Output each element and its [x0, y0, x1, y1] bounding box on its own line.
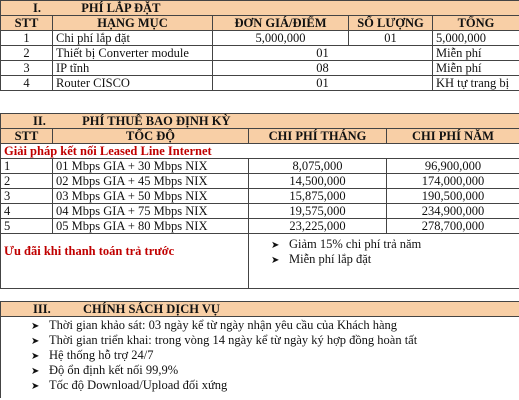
setup-stt: 3: [1, 61, 53, 76]
rental-header-year: CHI PHÍ NĂM: [387, 129, 519, 144]
policy-section-number: III.: [33, 302, 51, 316]
policy-section-title: CHÍNH SÁCH DỊCH VỤ: [82, 302, 220, 316]
table-row: [1, 204, 519, 219]
setup-stt: 1: [1, 31, 53, 46]
setup-section-title: PHÍ LẮP ĐẶT: [81, 1, 161, 15]
rental-stt: 4: [1, 204, 53, 219]
promo-item-text: Giảm 15% chi phí trả năm: [289, 237, 422, 251]
setup-header-total: TỔNG: [433, 16, 519, 31]
table-row: [1, 61, 519, 76]
table-row: [1, 219, 519, 234]
rental-stt: 3: [1, 189, 53, 204]
arrow-bullet-icon: ➤: [31, 336, 40, 347]
rental-fee-table: [0, 113, 519, 289]
setup-item: Router CISCO: [53, 76, 213, 91]
arrow-bullet-icon: ➤: [31, 351, 40, 362]
list-item: [31, 363, 519, 378]
rental-month: 23,225,000: [249, 219, 387, 234]
rental-month: 8,075,000: [249, 159, 387, 174]
arrow-bullet-icon: ➤: [271, 255, 280, 266]
setup-item: Chi phí lắp đặt: [53, 31, 213, 46]
rental-stt: 1: [1, 159, 53, 174]
setup-qty: 01: [349, 31, 433, 46]
arrow-bullet-icon: ➤: [31, 321, 40, 332]
setup-qty: 01: [213, 76, 433, 91]
rental-section-title: PHÍ THUÊ BAO ĐỊNH KỲ: [82, 114, 231, 128]
setup-qty: 08: [213, 61, 433, 76]
rental-year: 190,500,000: [387, 189, 519, 204]
rental-header-month: CHI PHÍ THÁNG: [249, 129, 387, 144]
promo-row: [1, 234, 519, 289]
setup-price: 5,000,000: [213, 31, 349, 46]
policy-section-header: [1, 302, 519, 317]
setup-total: Miễn phí: [433, 46, 519, 61]
promo-benefits: [249, 234, 519, 289]
setup-header-price: ĐƠN GIÁ/ĐIỂM: [213, 16, 349, 31]
setup-item: Thiết bị Converter module: [53, 46, 213, 61]
promo-item-text: Miễn phí lắp đặt: [289, 252, 372, 266]
rental-section-number: II.: [33, 114, 46, 128]
setup-stt: 4: [1, 76, 53, 91]
rental-header-stt: STT: [1, 129, 53, 144]
policy-list-cell: [1, 317, 519, 399]
setup-section-number: I.: [33, 1, 41, 15]
rental-year: 96,900,000: [387, 159, 519, 174]
table-row: [1, 31, 519, 46]
rental-speed: 02 Mbps GIA + 45 Mbps NIX: [53, 174, 249, 189]
policy-item-text: Độ ổn định kết nối 99,9%: [49, 363, 179, 377]
rental-speed: 01 Mbps GIA + 30 Mbps NIX: [53, 159, 249, 174]
list-item: [31, 318, 519, 333]
rental-stt: 2: [1, 174, 53, 189]
rental-stt: 5: [1, 219, 53, 234]
rental-month: 14,500,000: [249, 174, 387, 189]
setup-header-item: HẠNG MỤC: [53, 16, 213, 31]
policy-list-row: [1, 317, 519, 399]
table-row: [1, 76, 519, 91]
setup-fee-table: [0, 0, 519, 91]
arrow-bullet-icon: ➤: [31, 366, 40, 377]
solution-label: Giải pháp kết nối Leased Line Internet: [1, 144, 519, 159]
policy-item-text: Thời gian khảo sát: 03 ngày kể từ ngày nhận yêu cầu của Khách hàng: [49, 318, 397, 332]
arrow-bullet-icon: ➤: [31, 381, 40, 392]
rental-speed: 05 Mbps GIA + 80 Mbps NIX: [53, 219, 249, 234]
rental-year: 234,900,000: [387, 204, 519, 219]
policy-item-text: Thời gian triển khai: trong vòng 14 ngày kể từ ngày ký hợp đồng hoàn tất: [49, 333, 418, 347]
rental-column-headers: [1, 129, 519, 144]
arrow-bullet-icon: ➤: [271, 240, 280, 251]
list-item: [31, 348, 519, 363]
rental-year: 174,000,000: [387, 174, 519, 189]
setup-total: KH tự trang bị: [433, 76, 519, 91]
list-item: [271, 252, 516, 267]
table-row: [1, 174, 519, 189]
setup-header-qty: SỐ LƯỢNG: [349, 16, 433, 31]
setup-item: IP tĩnh: [53, 61, 213, 76]
rental-speed: 03 Mbps GIA + 50 Mbps NIX: [53, 189, 249, 204]
list-item: [31, 378, 519, 393]
setup-section-header: [1, 1, 519, 16]
promo-label: Ưu đãi khi thanh toán trả trước: [1, 234, 249, 289]
rental-header-speed: TỐC ĐỘ: [53, 129, 249, 144]
table-row: [1, 159, 519, 174]
setup-total: 5,000,000: [433, 31, 519, 46]
service-policy-table: [0, 301, 519, 398]
rental-speed: 04 Mbps GIA + 75 Mbps NIX: [53, 204, 249, 219]
table-row: [1, 189, 519, 204]
setup-header-stt: STT: [1, 16, 53, 31]
list-item: [271, 237, 516, 252]
setup-stt: 2: [1, 46, 53, 61]
setup-qty: 01: [213, 46, 433, 61]
solution-row: [1, 144, 519, 159]
policy-item-text: Hệ thống hỗ trợ 24/7: [49, 348, 154, 362]
rental-month: 19,575,000: [249, 204, 387, 219]
setup-total: Miễn phí: [433, 61, 519, 76]
setup-column-headers: [1, 16, 519, 31]
policy-item-text: Tốc độ Download/Upload đối xứng: [49, 378, 228, 392]
rental-month: 15,875,000: [249, 189, 387, 204]
table-row: [1, 46, 519, 61]
list-item: [31, 333, 519, 348]
rental-section-header: [1, 114, 519, 129]
rental-year: 278,700,000: [387, 219, 519, 234]
